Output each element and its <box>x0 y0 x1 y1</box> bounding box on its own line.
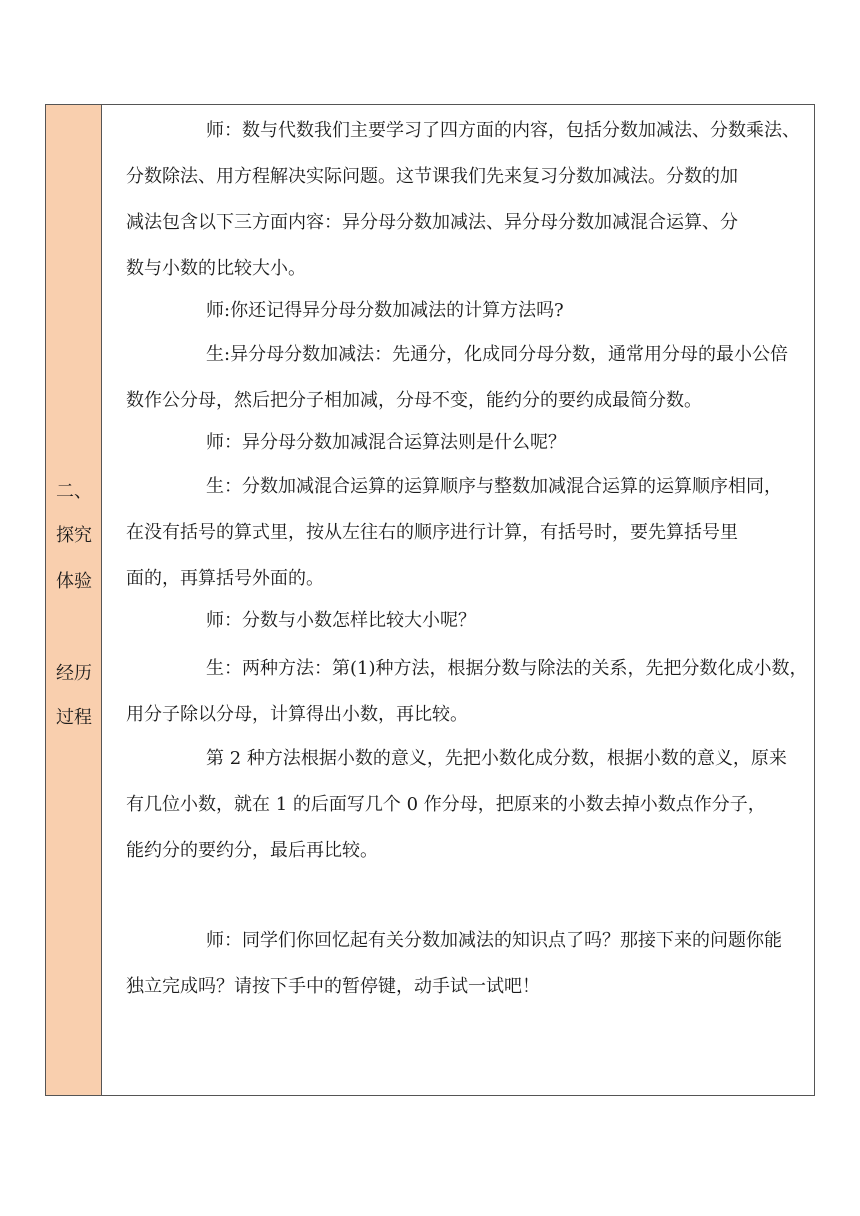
stage-label-line: 探究 <box>56 525 92 546</box>
text-line: 数作公分母，然后把分子相加减，分母不变，能约分的要约成最简分数。 <box>126 390 702 411</box>
paragraph <box>166 288 802 334</box>
text-line: 在没有括号的算式里，按从左往右的顺序进行计算，有括号时，要先算括号里 <box>126 522 738 543</box>
paragraph <box>166 420 802 466</box>
text-line: 生：两种方法：第(1)种方法，根据分数与除法的关系，先把分数化成小数， <box>206 658 808 679</box>
text-line: 第 2 种方法根据小数的意义，先把小数化成分数，根据小数的意义，原来 <box>206 748 787 769</box>
text-line: 减法包含以下三方面内容：异分母分数加减法、异分母分数加减混合运算、分 <box>126 212 738 233</box>
stage-label-line: 体验 <box>56 571 92 592</box>
text-line: 师：同学们你回忆起有关分数加减法的知识点了吗？那接下来的问题你能 <box>206 930 782 951</box>
stage-label-line: 过程 <box>56 707 92 728</box>
paragraph <box>126 332 802 424</box>
paragraph <box>126 918 802 1010</box>
text-line: 分数除法、用方程解决实际问题。这节课我们先来复习分数加减法。分数的加 <box>126 166 738 187</box>
text-line: 用分子除以分母，计算得出小数，再比较。 <box>126 704 468 725</box>
paragraph <box>126 736 802 874</box>
text-line: 师：分数与小数怎样比较大小呢？ <box>206 610 476 631</box>
stage-label-line: 二、 <box>56 481 92 502</box>
text-line: 面的，再算括号外面的。 <box>126 568 324 589</box>
stage-label-cell <box>46 105 102 1095</box>
text-line: 能约分的要约分，最后再比较。 <box>126 840 378 861</box>
paragraph <box>126 108 802 292</box>
text-line: 生:异分母分数加减法：先通分，化成同分母分数，通常用分母的最小公倍 <box>206 344 789 365</box>
paragraph <box>126 464 802 602</box>
lesson-table <box>45 104 815 1096</box>
text-line: 生：分数加减混合运算的运算顺序与整数加减混合运算的运算顺序相同， <box>206 476 782 497</box>
stage-label-line: 经历 <box>56 663 92 684</box>
text-line: 数与小数的比较大小。 <box>126 258 306 279</box>
text-line: 师：异分母分数加减混合运算法则是什么呢？ <box>206 432 566 453</box>
text-line: 师:你还记得异分母分数加减法的计算方法吗? <box>206 300 564 321</box>
text-line: 有几位小数，就在 1 的后面写几个 0 作分母，把原来的小数去掉小数点作分子， <box>126 794 766 815</box>
text-line: 师：数与代数我们主要学习了四方面的内容，包括分数加减法、分数乘法、 <box>206 120 800 141</box>
content-cell <box>102 105 814 1095</box>
paragraph <box>126 646 808 738</box>
text-line: 独立完成吗？请按下手中的暂停键，动手试一试吧！ <box>126 976 540 997</box>
paragraph <box>166 598 802 644</box>
